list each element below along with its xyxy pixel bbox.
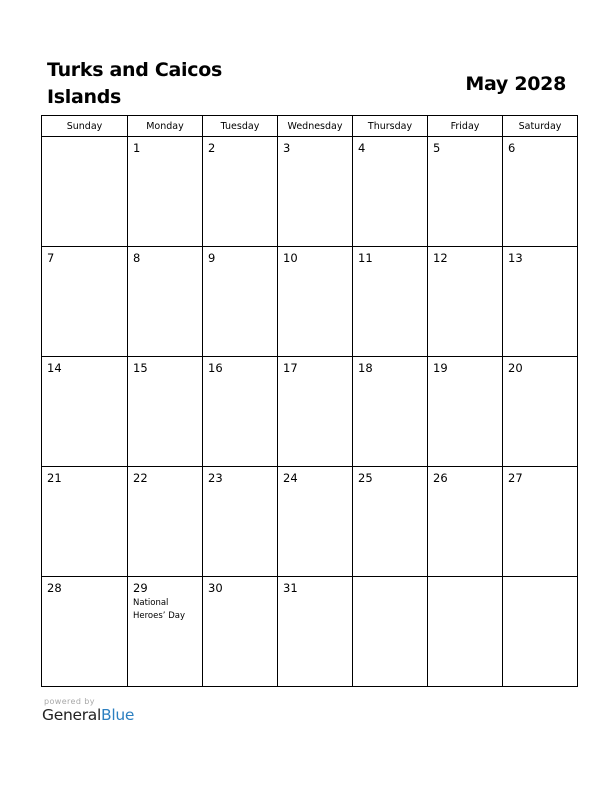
day-number: 1 [133, 141, 141, 155]
day-number: 23 [208, 471, 223, 485]
day-number: 7 [47, 251, 55, 265]
day-cell [503, 357, 578, 467]
day-cell [278, 577, 353, 687]
day-cell [128, 357, 203, 467]
day-cell [128, 137, 203, 247]
holiday-label-line2: Heroes’ Day [133, 611, 185, 621]
day-cell [428, 357, 503, 467]
day-cell [128, 467, 203, 577]
week-row [42, 467, 578, 577]
holiday-label [133, 597, 202, 623]
day-number: 27 [508, 471, 523, 485]
day-number: 13 [508, 251, 523, 265]
day-cell [428, 137, 503, 247]
weekday-thursday: Thursday [353, 116, 428, 137]
logo-text-blue: Blue [100, 706, 135, 724]
day-number: 5 [433, 141, 441, 155]
day-number: 15 [133, 361, 148, 375]
day-number: 11 [358, 251, 373, 265]
day-cell [278, 137, 353, 247]
day-number: 20 [508, 361, 523, 375]
day-number: 9 [208, 251, 216, 265]
day-number: 17 [283, 361, 298, 375]
day-cell [203, 577, 278, 687]
generalblue-logo[interactable] [42, 706, 134, 724]
day-number: 14 [47, 361, 62, 375]
week-row [42, 137, 578, 247]
day-cell [428, 577, 503, 687]
weekday-wednesday: Wednesday [278, 116, 353, 137]
day-cell [503, 577, 578, 687]
day-cell [503, 137, 578, 247]
day-cell [353, 357, 428, 467]
day-cell [278, 467, 353, 577]
day-number: 12 [433, 251, 448, 265]
day-number: 19 [433, 361, 448, 375]
day-number: 2 [208, 141, 216, 155]
day-cell [428, 247, 503, 357]
country-title-line1: Turks and Caicos [47, 59, 222, 81]
weekday-sunday: Sunday [42, 116, 128, 137]
day-cell [203, 247, 278, 357]
day-cell [42, 137, 128, 247]
day-cell [203, 137, 278, 247]
day-number: 16 [208, 361, 223, 375]
day-number: 10 [283, 251, 298, 265]
week-row [42, 357, 578, 467]
day-cell [128, 247, 203, 357]
day-cell [353, 247, 428, 357]
day-number: 29 [133, 581, 148, 595]
day-number: 18 [358, 361, 373, 375]
day-cell [428, 467, 503, 577]
day-cell [42, 247, 128, 357]
day-cell [278, 247, 353, 357]
day-number: 31 [283, 581, 298, 595]
day-number: 30 [208, 581, 223, 595]
day-cell [353, 137, 428, 247]
day-number: 8 [133, 251, 141, 265]
day-cell [128, 577, 203, 687]
weekday-tuesday: Tuesday [203, 116, 278, 137]
day-number: 24 [283, 471, 298, 485]
day-number: 28 [47, 581, 62, 595]
day-cell [42, 467, 128, 577]
week-row [42, 247, 578, 357]
day-number: 3 [283, 141, 291, 155]
weekday-monday: Monday [128, 116, 203, 137]
day-cell [278, 357, 353, 467]
country-title [47, 57, 247, 111]
logo-text-general: General [42, 706, 101, 724]
week-row [42, 577, 578, 687]
day-cell [42, 577, 128, 687]
day-cell [42, 357, 128, 467]
day-number: 25 [358, 471, 373, 485]
calendar-body [42, 137, 578, 687]
weekday-header-row [42, 116, 578, 137]
holiday-label-line1: National [133, 598, 169, 608]
day-cell [503, 467, 578, 577]
day-number: 21 [47, 471, 62, 485]
day-cell [353, 577, 428, 687]
day-cell [203, 467, 278, 577]
month-year-title: May 2028 [465, 73, 566, 95]
weekday-friday: Friday [428, 116, 503, 137]
country-title-line2: Islands [47, 86, 122, 108]
day-cell [353, 467, 428, 577]
day-number: 6 [508, 141, 516, 155]
day-cell [203, 357, 278, 467]
weekday-saturday: Saturday [503, 116, 578, 137]
day-cell [503, 247, 578, 357]
day-number: 26 [433, 471, 448, 485]
day-number: 22 [133, 471, 148, 485]
footer-branding [42, 697, 134, 724]
day-number: 4 [358, 141, 366, 155]
calendar-grid [41, 115, 578, 687]
powered-by-label: powered by [44, 697, 95, 706]
